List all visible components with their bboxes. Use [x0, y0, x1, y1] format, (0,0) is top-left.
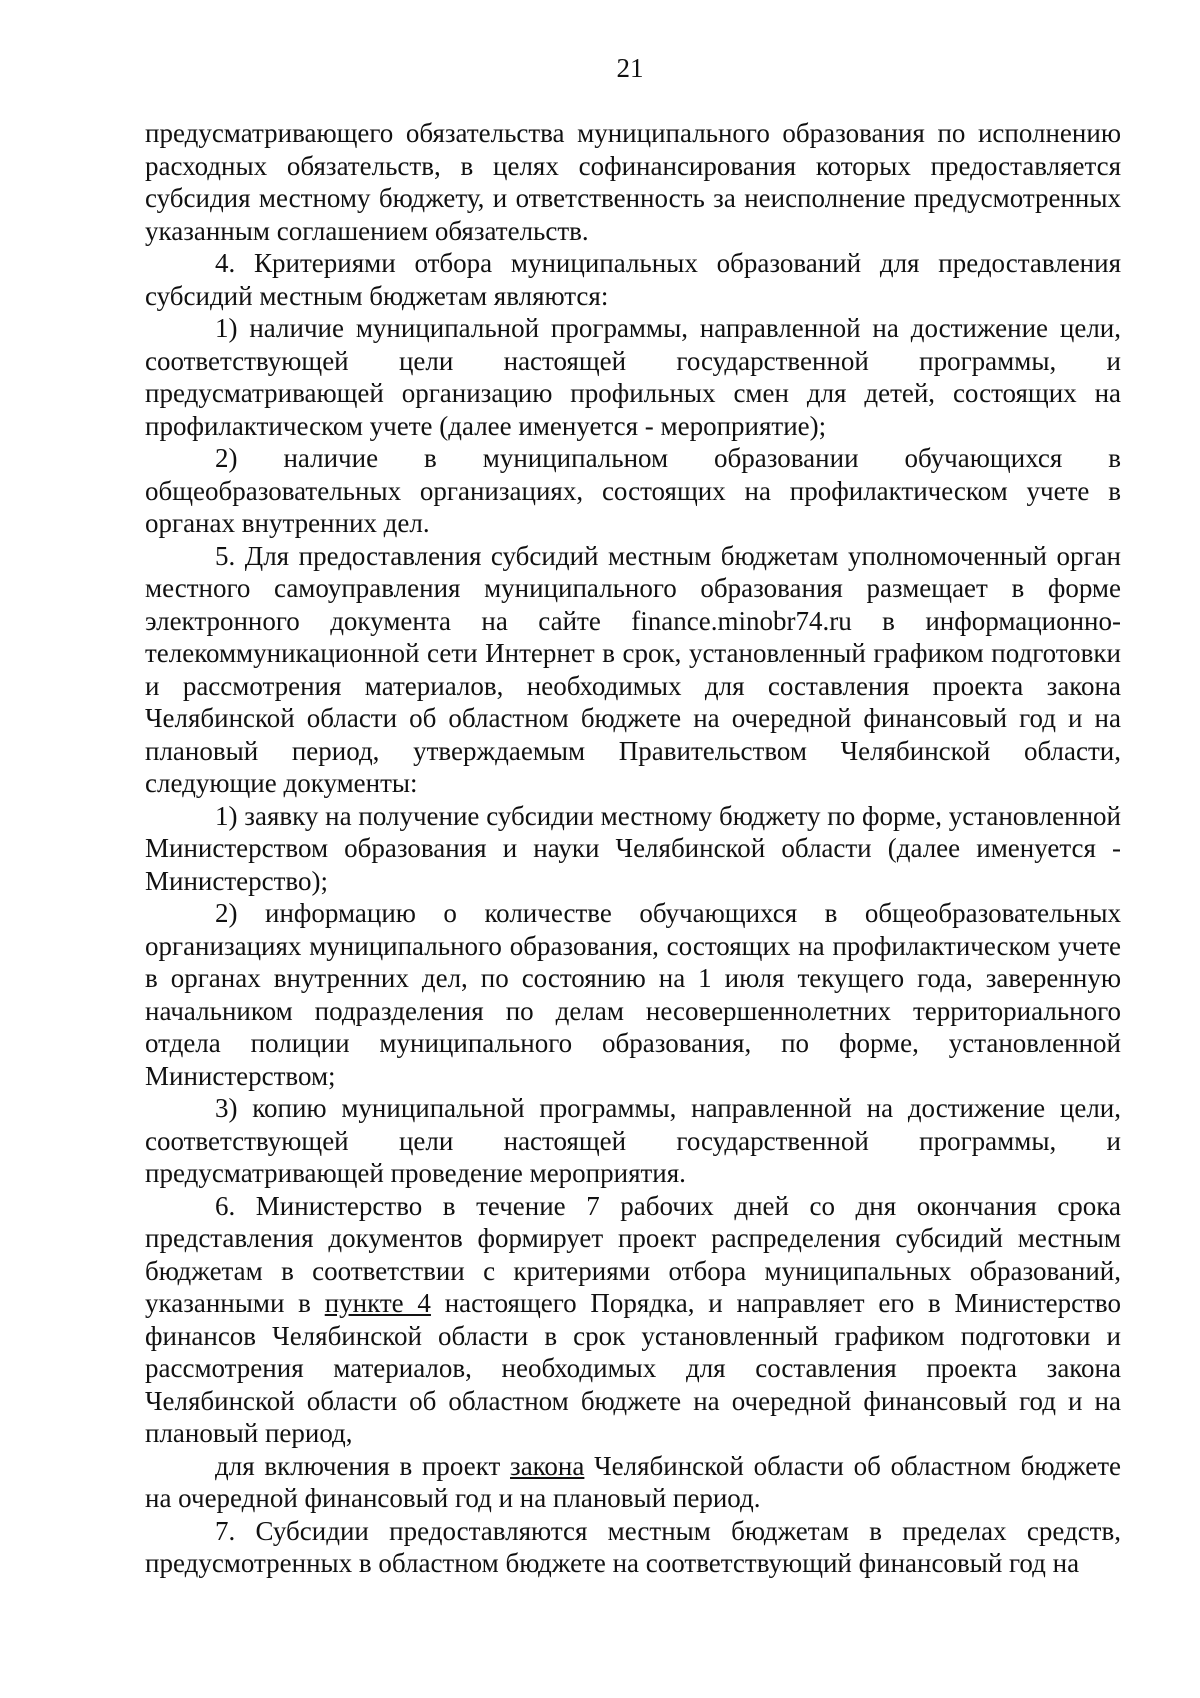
paragraph-documents-submission: 5. Для предоставления субсидий местным бюджетам уполномоченный орган местного самоуправления муниципального образования размещает в форме электронного документа на сайте finance.minobr74.ru в информационно-телекоммуникационной сети Интернет в срок, установленный графиком подготовки и рассмотрения материалов, необходимых для составления проекта закона Челябинской области об областном бюджете на очередной финансовый год и на плановый период, утверждаемым Правительством Челябинской области, следующие документы:	[145, 540, 1121, 798]
paragraph-document-3: 3) копию муниципальной программы, направленной на достижение цели, соответствующей цели настоящей государственной программы, и предусматривающей проведение мероприятия.	[145, 1093, 1121, 1188]
document-body	[145, 117, 1121, 1580]
paragraph-law-inclusion	[145, 1450, 1121, 1515]
paragraph-obligations-continued: предусматривающего обязательства муниципального образования по исполнению расходных обязательств, в целях софинансирования которых предоставляется субсидия местному бюджету, и ответственность за неисполнение предусмотренных указанным соглашением обязательств.	[145, 118, 1121, 246]
paragraph-selection-criteria: 4. Критериями отбора муниципальных образований для предоставления субсидий местным бюджетам являются:	[145, 248, 1121, 311]
paragraph-ministry-text-before: 6. Министерство в течение 7 рабочих дней со дня окончания срока представления документов формирует проект распределения субсидий местным бюджетам в соответствии с критериями отбора муниципальных образований, указанными в	[145, 1190, 1121, 1318]
paragraph-criterion-2: 2) наличие в муниципальном образовании обучающихся в общеобразовательных организациях, состоящих на профилактическом учете в органах внутренних дел.	[145, 443, 1121, 538]
paragraph-law-text-after: Челябинской области об областном бюджете на очередной финансовый год и на плановый период.	[145, 1450, 1121, 1513]
paragraph-document-2: 2) информацию о количестве обучающихся в общеобразовательных организациях муниципального образования, состоящих на профилактическом учете в органах внутренних дел, по состоянию на 1 июля текущего года, заверенную начальником подразделения по делам несовершеннолетних территориального отдела полиции муниципального образования, по форме, установленной Министерством;	[145, 898, 1121, 1091]
page-number: 21	[616, 53, 644, 83]
paragraph-ministry-distribution	[145, 1190, 1121, 1450]
paragraph-document-1: 1) заявку на получение субсидии местному бюджету по форме, установленной Министерством образования и науки Челябинской области (далее именуется - Министерство);	[145, 800, 1121, 896]
paragraph-criterion-1: 1) наличие муниципальной программы, направленной на достижение цели, соответствующей цели настоящей государственной программы, и предусматривающей организацию профильных смен для детей, состоящих на профилактическом учете (далее именуется - мероприятие);	[145, 313, 1121, 441]
paragraph-subsidy-limits: 7. Субсидии предоставляются местным бюджетам в пределах средств, предусмотренных в областном бюджете на соответствующий финансовый год на	[145, 1515, 1121, 1578]
link-law[interactable]: закона	[510, 1450, 585, 1481]
link-clause-4[interactable]: пункте 4	[324, 1288, 431, 1318]
paragraph-ministry-text-after: настоящего Порядка, и направляет его в Министерство финансов Челябинской области в срок установленный графиком подготовки и рассмотрения материалов, необходимых для составления проекта закона Челябинской области об областном бюджете на очередной финансовый год и на плановый период,	[145, 1288, 1122, 1448]
paragraph-law-text-before: для включения в проект	[215, 1450, 511, 1481]
